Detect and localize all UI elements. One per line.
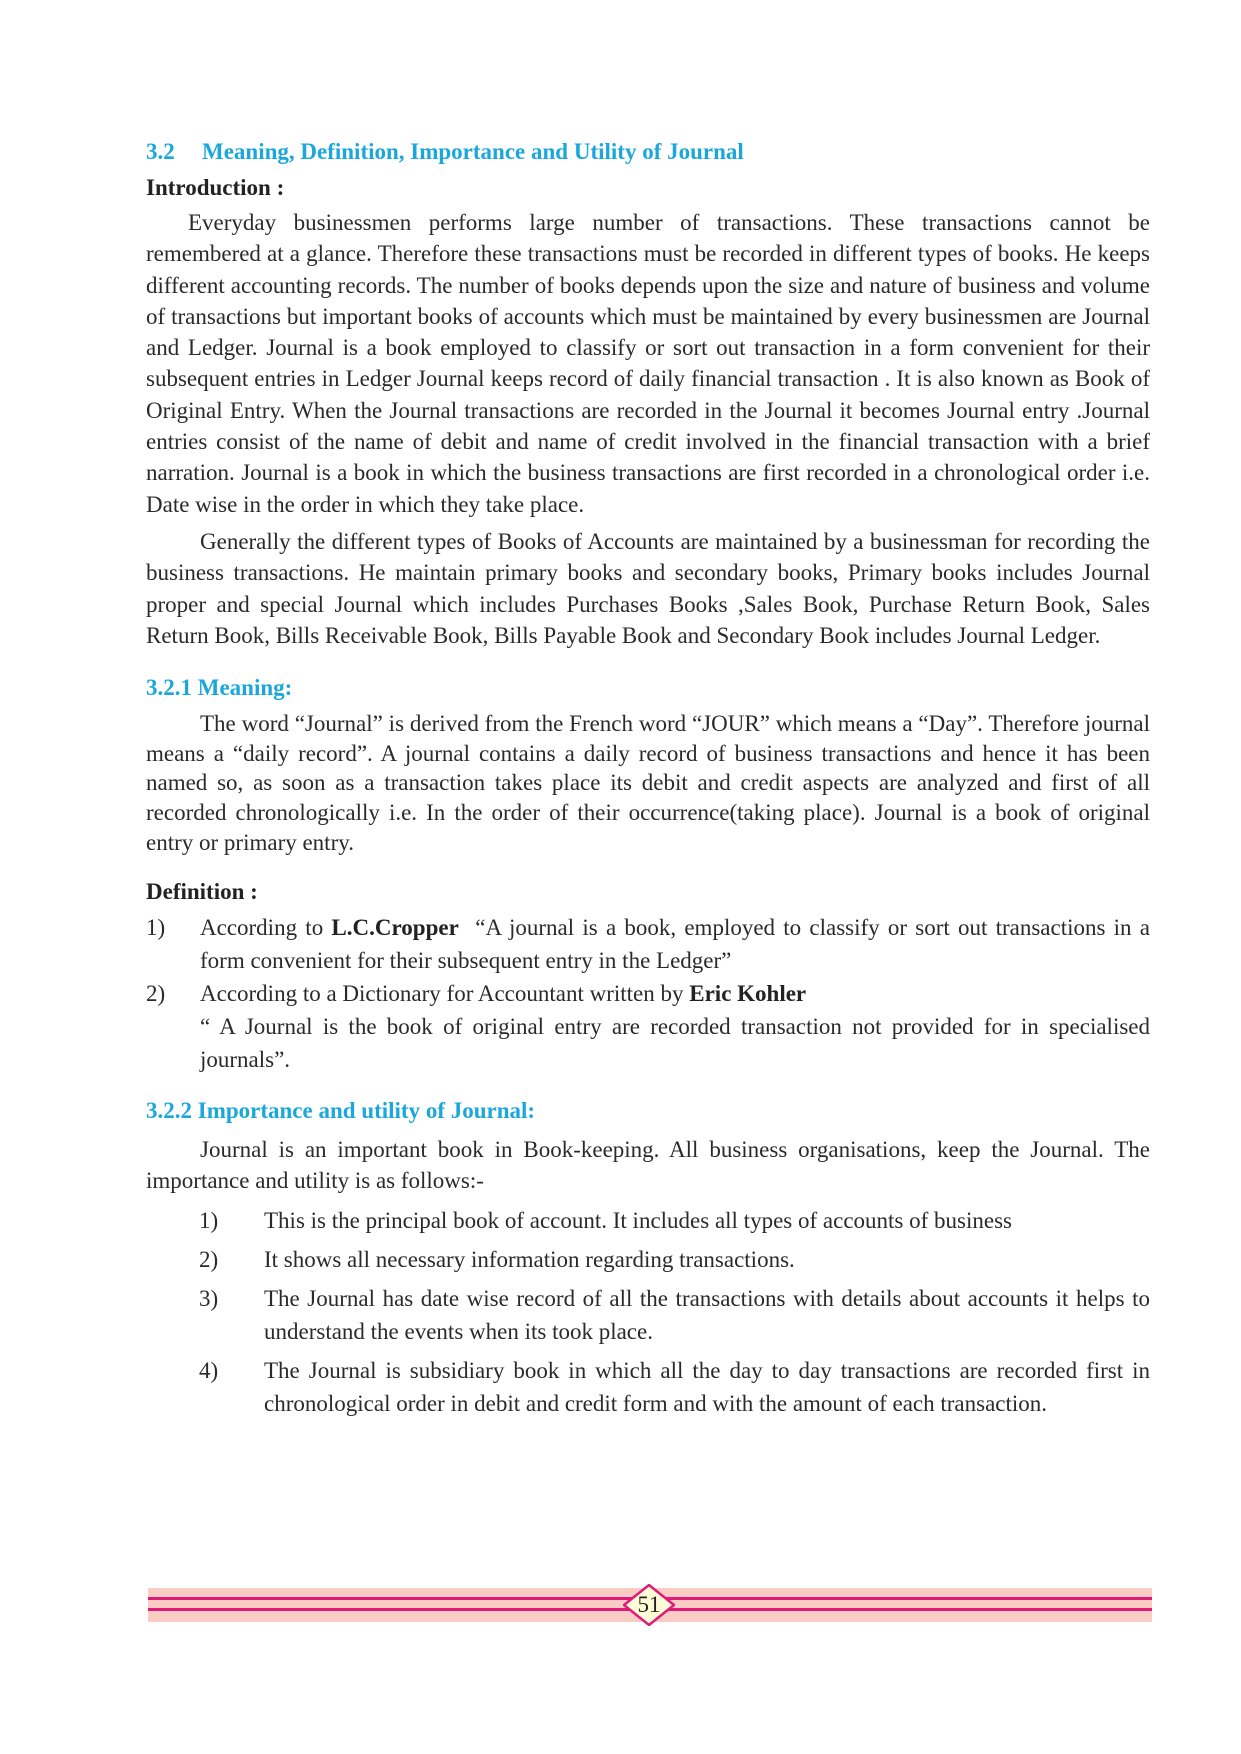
- definition-item-2: [146, 977, 1150, 1010]
- definition-item-1-quote: “A journal is a book, employed to classify or sort out transactions in a form convenient for their subsequent entry in the Ledger”: [200, 915, 1156, 974]
- list-item-text: It shows all necessary information regarding transactions.: [264, 1247, 795, 1273]
- definition-item-2-number: 2): [146, 981, 166, 1007]
- list-item-text: This is the principal book of account. It includes all types of accounts of business: [264, 1208, 1012, 1234]
- list-item: [146, 1204, 1150, 1237]
- definition-label: Definition :: [146, 879, 258, 905]
- definition-item-1-prefix: According to: [200, 915, 332, 941]
- meaning-paragraph: The word “Journal” is derived from the French word “JOUR” which means a “Day”. Therefore journal means a “daily record”. A journal contains a daily record of business transactions and hence it has been named so, as soon as a transaction takes place its debit and credit aspects are analyzed and first of all recorded chronologically i.e. In the order of their occurrence(taking place). Journal is a book of original entry or primary entry.: [146, 711, 1150, 855]
- introduction-label: Introduction :: [146, 175, 285, 200]
- section-heading: [146, 137, 1150, 167]
- list-item-number: 2): [199, 1247, 219, 1273]
- list-item-number: 4): [199, 1358, 219, 1384]
- introduction-paragraph-1: Everyday businessmen performs large number of transactions. These transactions cannot be remembered at a glance. Therefore these transactions must be recorded in different types of books. He keeps different accounting records. The number of books depends upon the size and nature of business and volume of transactions but important books of accounts which must be maintained by every businessmen are Journal and Ledger. Journal is a book employed to classify or sort out transaction in a form convenient for their subsequent entries in Ledger Journal keeps record of daily financial transaction . It is also known as Book of Original Entry. When the Journal transactions are recorded in the Journal it becomes Journal entry .Journal entries consist of the name of debit and name of credit involved in the financial transaction with a brief narration. Journal is a book in which the business transactions are first recorded in a chronological order i.e. Date wise in the order in which they take place.: [146, 210, 1150, 517]
- introduction-paragraph-2: Generally the different types of Books of Accounts are maintained by a businessman for recording the business transactions. He maintain primary books and secondary books, Primary books includes Journal proper and special Journal which includes Purchases Books ,Sales Book, Purchase Return Book, Sales Return Book, Bills Receivable Book, Bills Payable Book and Secondary Book includes Journal Ledger.: [146, 528, 1150, 648]
- meaning-heading: 3.2.1 Meaning:: [146, 675, 293, 701]
- importance-list: [146, 1204, 1150, 1420]
- page-number: 51: [637, 1592, 661, 1617]
- list-item-text: The Journal is subsidiary book in which all the day to day transactions are recorded first in chronological order in debit and credit form and with the amount of each transaction.: [264, 1358, 1150, 1417]
- definition-item-2-quote: “ A Journal is the book of original entry are recorded transaction not provided for in specialised journals”.: [200, 1014, 1150, 1073]
- list-item-text: The Journal has date wise record of all the transactions with details about accounts it helps to understand the events when its took place.: [264, 1286, 1150, 1345]
- definition-item-2-prefix: According to a Dictionary for Accountant written by: [200, 981, 690, 1007]
- section-title: Meaning, Definition, Importance and Utility of Journal: [202, 139, 744, 164]
- list-item-number: 3): [199, 1286, 219, 1312]
- list-item-number: 1): [199, 1208, 219, 1234]
- importance-heading: 3.2.2 Importance and utility of Journal:: [146, 1098, 536, 1124]
- definition-item-1: [146, 911, 1156, 977]
- definition-item-1-author: L.C.Cropper: [331, 915, 459, 941]
- list-item: [146, 1282, 1150, 1348]
- definition-item-2-author: Eric Kohler: [689, 981, 807, 1007]
- importance-intro: Journal is an important book in Book-keeping. All business organisations, keep the Journal. The importance and utility is as follows:-: [146, 1137, 1150, 1194]
- definition-item-1-number: 1): [146, 915, 166, 941]
- list-item: [146, 1354, 1150, 1420]
- section-number: 3.2: [146, 139, 175, 164]
- list-item: [146, 1243, 1150, 1276]
- page-content: [146, 137, 1156, 1426]
